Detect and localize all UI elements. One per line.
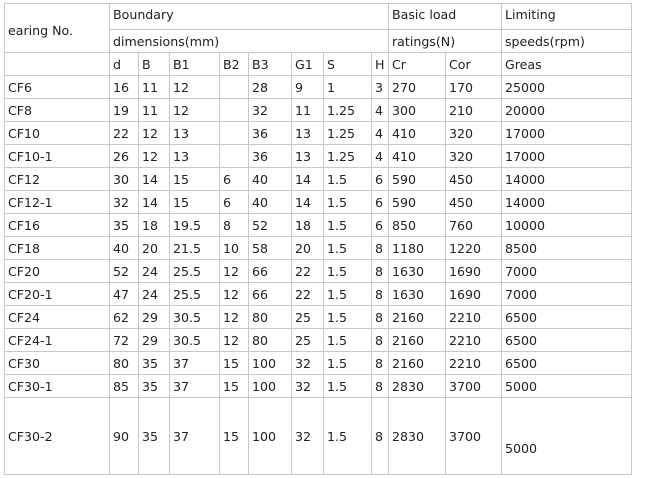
cell-h: 6 xyxy=(372,191,389,214)
cell-cr: 2160 xyxy=(389,306,446,329)
header-row-1 xyxy=(5,4,632,30)
column-header-greas: Greas xyxy=(502,53,632,76)
table-row xyxy=(5,99,632,122)
cell-g1: 22 xyxy=(292,283,324,306)
bearing-model-cell: CF24-1 xyxy=(5,329,110,352)
cell-cor: 320 xyxy=(446,145,502,168)
cell-d: 85 xyxy=(110,375,139,398)
table-row xyxy=(5,214,632,237)
cell-b3: 52 xyxy=(249,214,292,237)
cell-b1: 12 xyxy=(170,99,220,122)
limiting-header: Limiting xyxy=(502,4,632,30)
cell-b: 12 xyxy=(139,145,170,168)
cell-s: 1.5 xyxy=(324,398,372,475)
cell-cor: 450 xyxy=(446,168,502,191)
cell-b: 35 xyxy=(139,398,170,475)
cell-d: 35 xyxy=(110,214,139,237)
cell-b1: 25.5 xyxy=(170,260,220,283)
cell-h: 6 xyxy=(372,214,389,237)
table-row xyxy=(5,329,632,352)
cell-h: 4 xyxy=(372,99,389,122)
cell-cr: 1630 xyxy=(389,260,446,283)
cell-b2: 6 xyxy=(220,191,249,214)
table-row xyxy=(5,283,632,306)
cell-b1: 13 xyxy=(170,145,220,168)
cell-h: 4 xyxy=(372,145,389,168)
cell-b: 18 xyxy=(139,214,170,237)
cell-s: 1.25 xyxy=(324,145,372,168)
column-header-s: S xyxy=(324,53,372,76)
cell-b3: 80 xyxy=(249,329,292,352)
cell-cor: 210 xyxy=(446,99,502,122)
ratings-unit-header: ratings(N) xyxy=(389,30,502,53)
cell-h: 8 xyxy=(372,398,389,475)
cell-greas: 8500 xyxy=(502,237,632,260)
cell-b3: 28 xyxy=(249,76,292,99)
cell-g1: 14 xyxy=(292,168,324,191)
cell-b: 29 xyxy=(139,329,170,352)
table-row xyxy=(5,168,632,191)
cell-b1: 19.5 xyxy=(170,214,220,237)
cell-greas: 7000 xyxy=(502,283,632,306)
cell-cr: 410 xyxy=(389,122,446,145)
cell-b1: 30.5 xyxy=(170,329,220,352)
cell-s: 1.5 xyxy=(324,283,372,306)
cell-g1: 13 xyxy=(292,122,324,145)
cell-cr: 590 xyxy=(389,168,446,191)
cell-cr: 1630 xyxy=(389,283,446,306)
dimensions-unit-header: dimensions(mm) xyxy=(110,30,389,53)
cell-cor: 1690 xyxy=(446,260,502,283)
cell-d: 52 xyxy=(110,260,139,283)
cell-d: 80 xyxy=(110,352,139,375)
cell-b2: 15 xyxy=(220,398,249,475)
table-row xyxy=(5,306,632,329)
cell-b1: 13 xyxy=(170,122,220,145)
bearing-model-cell: CF12 xyxy=(5,168,110,191)
cell-b: 14 xyxy=(139,191,170,214)
cell-b2: 10 xyxy=(220,237,249,260)
cell-b3: 80 xyxy=(249,306,292,329)
cell-d: 26 xyxy=(110,145,139,168)
cell-b3: 32 xyxy=(249,99,292,122)
cell-cr: 410 xyxy=(389,145,446,168)
cell-cor: 2210 xyxy=(446,306,502,329)
cell-cor: 760 xyxy=(446,214,502,237)
cell-b3: 40 xyxy=(249,168,292,191)
cell-b3: 66 xyxy=(249,283,292,306)
bearing-model-cell: CF30-2 xyxy=(5,398,110,475)
column-header-b1: B1 xyxy=(170,53,220,76)
cell-d: 90 xyxy=(110,398,139,475)
column-header-d: d xyxy=(110,53,139,76)
cell-d: 62 xyxy=(110,306,139,329)
cell-s: 1.5 xyxy=(324,352,372,375)
cell-s: 1.5 xyxy=(324,168,372,191)
cell-g1: 11 xyxy=(292,99,324,122)
cell-cor: 3700 xyxy=(446,398,502,475)
cell-cr: 2830 xyxy=(389,375,446,398)
bearing-model-cell: CF12-1 xyxy=(5,191,110,214)
cell-cr: 2160 xyxy=(389,352,446,375)
cell-b: 12 xyxy=(139,122,170,145)
cell-d: 32 xyxy=(110,191,139,214)
cell-b3: 36 xyxy=(249,122,292,145)
cell-b: 29 xyxy=(139,306,170,329)
cell-b: 11 xyxy=(139,99,170,122)
cell-cr: 850 xyxy=(389,214,446,237)
cell-d: 19 xyxy=(110,99,139,122)
cell-cor: 450 xyxy=(446,191,502,214)
table-row xyxy=(5,237,632,260)
bearing-model-cell: CF10-1 xyxy=(5,145,110,168)
cell-h: 6 xyxy=(372,168,389,191)
cell-b3: 66 xyxy=(249,260,292,283)
cell-greas: 17000 xyxy=(502,145,632,168)
speeds-unit-header: speeds(rpm) xyxy=(502,30,632,53)
cell-b3: 100 xyxy=(249,398,292,475)
cell-b: 20 xyxy=(139,237,170,260)
cell-cr: 270 xyxy=(389,76,446,99)
cell-h: 8 xyxy=(372,283,389,306)
cell-g1: 14 xyxy=(292,191,324,214)
cell-h: 8 xyxy=(372,375,389,398)
cell-b1: 37 xyxy=(170,398,220,475)
column-header-b: B xyxy=(139,53,170,76)
cell-b1: 15 xyxy=(170,191,220,214)
cell-d: 47 xyxy=(110,283,139,306)
cell-b3: 36 xyxy=(249,145,292,168)
cell-b3: 58 xyxy=(249,237,292,260)
cell-g1: 32 xyxy=(292,352,324,375)
cell-s: 1.5 xyxy=(324,237,372,260)
cell-b2 xyxy=(220,99,249,122)
cell-s: 1.5 xyxy=(324,329,372,352)
cell-b1: 25.5 xyxy=(170,283,220,306)
cell-d: 16 xyxy=(110,76,139,99)
cell-s: 1 xyxy=(324,76,372,99)
cell-greas: 5000 xyxy=(502,375,632,398)
table-row xyxy=(5,122,632,145)
cell-g1: 13 xyxy=(292,145,324,168)
table-row xyxy=(5,352,632,375)
cell-h: 8 xyxy=(372,352,389,375)
cell-b1: 37 xyxy=(170,375,220,398)
cell-s: 1.5 xyxy=(324,214,372,237)
cell-g1: 18 xyxy=(292,214,324,237)
cell-h: 4 xyxy=(372,122,389,145)
cell-h: 8 xyxy=(372,260,389,283)
cell-b: 11 xyxy=(139,76,170,99)
cell-h: 3 xyxy=(372,76,389,99)
bearing-model-cell: CF20-1 xyxy=(5,283,110,306)
cell-cr: 1180 xyxy=(389,237,446,260)
cell-d: 22 xyxy=(110,122,139,145)
cell-b1: 30.5 xyxy=(170,306,220,329)
cell-b: 24 xyxy=(139,260,170,283)
cell-b2 xyxy=(220,145,249,168)
cell-greas: 6500 xyxy=(502,352,632,375)
cell-g1: 20 xyxy=(292,237,324,260)
cell-b1: 37 xyxy=(170,352,220,375)
column-header-b3: B3 xyxy=(249,53,292,76)
column-header-g1: G1 xyxy=(292,53,324,76)
cell-greas: 5000 xyxy=(502,398,632,475)
cell-b2: 15 xyxy=(220,375,249,398)
table-row xyxy=(5,375,632,398)
bearing-spec-table xyxy=(4,3,632,475)
cell-b1: 21.5 xyxy=(170,237,220,260)
cell-cor: 1690 xyxy=(446,283,502,306)
cell-b1: 12 xyxy=(170,76,220,99)
cell-cor: 3700 xyxy=(446,375,502,398)
cell-b2: 12 xyxy=(220,283,249,306)
table-row xyxy=(5,145,632,168)
column-header-b2: B2 xyxy=(220,53,249,76)
column-header-cr: Cr xyxy=(389,53,446,76)
cell-h: 8 xyxy=(372,329,389,352)
cell-b3: 100 xyxy=(249,375,292,398)
cell-s: 1.25 xyxy=(324,122,372,145)
cell-cor: 2210 xyxy=(446,329,502,352)
table-row xyxy=(5,260,632,283)
bearing-model-cell: CF6 xyxy=(5,76,110,99)
cell-cor: 1220 xyxy=(446,237,502,260)
cell-b: 35 xyxy=(139,352,170,375)
cell-greas: 14000 xyxy=(502,191,632,214)
cell-h: 8 xyxy=(372,306,389,329)
cell-s: 1.5 xyxy=(324,306,372,329)
cell-cor: 170 xyxy=(446,76,502,99)
cell-g1: 9 xyxy=(292,76,324,99)
cell-greas: 6500 xyxy=(502,329,632,352)
cell-s: 1.5 xyxy=(324,191,372,214)
bearing-model-cell: CF10 xyxy=(5,122,110,145)
table-row xyxy=(5,76,632,99)
cell-b2: 12 xyxy=(220,260,249,283)
cell-b: 24 xyxy=(139,283,170,306)
cell-b1: 15 xyxy=(170,168,220,191)
cell-g1: 25 xyxy=(292,329,324,352)
cell-b2: 8 xyxy=(220,214,249,237)
cell-cr: 300 xyxy=(389,99,446,122)
bearing-model-cell: CF16 xyxy=(5,214,110,237)
cell-greas: 10000 xyxy=(502,214,632,237)
boundary-header: Boundary xyxy=(110,4,389,30)
cell-b3: 40 xyxy=(249,191,292,214)
cell-cor: 2210 xyxy=(446,352,502,375)
cell-greas: 20000 xyxy=(502,99,632,122)
basic-load-header: Basic load xyxy=(389,4,502,30)
cell-greas: 17000 xyxy=(502,122,632,145)
cell-s: 1.25 xyxy=(324,99,372,122)
cell-b: 35 xyxy=(139,375,170,398)
cell-greas: 14000 xyxy=(502,168,632,191)
bearing-model-cell: CF18 xyxy=(5,237,110,260)
column-header-h: H xyxy=(372,53,389,76)
cell-b2: 12 xyxy=(220,329,249,352)
cell-d: 72 xyxy=(110,329,139,352)
bearing-spec-table-container xyxy=(4,3,632,475)
column-header-cor: Cor xyxy=(446,53,502,76)
cell-greas: 7000 xyxy=(502,260,632,283)
bearing-model-cell: CF30 xyxy=(5,352,110,375)
bearing-model-cell: CF20 xyxy=(5,260,110,283)
cell-b2 xyxy=(220,122,249,145)
cell-g1: 22 xyxy=(292,260,324,283)
bearing-model-cell: CF30-1 xyxy=(5,375,110,398)
bearing-model-cell: CF8 xyxy=(5,99,110,122)
cell-cr: 2160 xyxy=(389,329,446,352)
cell-d: 30 xyxy=(110,168,139,191)
bearing-no-header: earing No. xyxy=(5,4,110,53)
cell-g1: 25 xyxy=(292,306,324,329)
cell-b: 14 xyxy=(139,168,170,191)
cell-cr: 590 xyxy=(389,191,446,214)
table-row xyxy=(5,398,632,475)
cell-h: 8 xyxy=(372,237,389,260)
cell-g1: 32 xyxy=(292,398,324,475)
cell-b3: 100 xyxy=(249,352,292,375)
column-header-row xyxy=(5,53,632,76)
cell-g1: 32 xyxy=(292,375,324,398)
cell-b2: 12 xyxy=(220,306,249,329)
cell-cr: 2830 xyxy=(389,398,446,475)
cell-b2: 6 xyxy=(220,168,249,191)
cell-s: 1.5 xyxy=(324,260,372,283)
cell-greas: 6500 xyxy=(502,306,632,329)
column-header-blank xyxy=(5,53,110,76)
cell-greas: 25000 xyxy=(502,76,632,99)
cell-b2: 15 xyxy=(220,352,249,375)
cell-d: 40 xyxy=(110,237,139,260)
cell-s: 1.5 xyxy=(324,375,372,398)
bearing-model-cell: CF24 xyxy=(5,306,110,329)
table-row xyxy=(5,191,632,214)
cell-cor: 320 xyxy=(446,122,502,145)
cell-b2 xyxy=(220,76,249,99)
